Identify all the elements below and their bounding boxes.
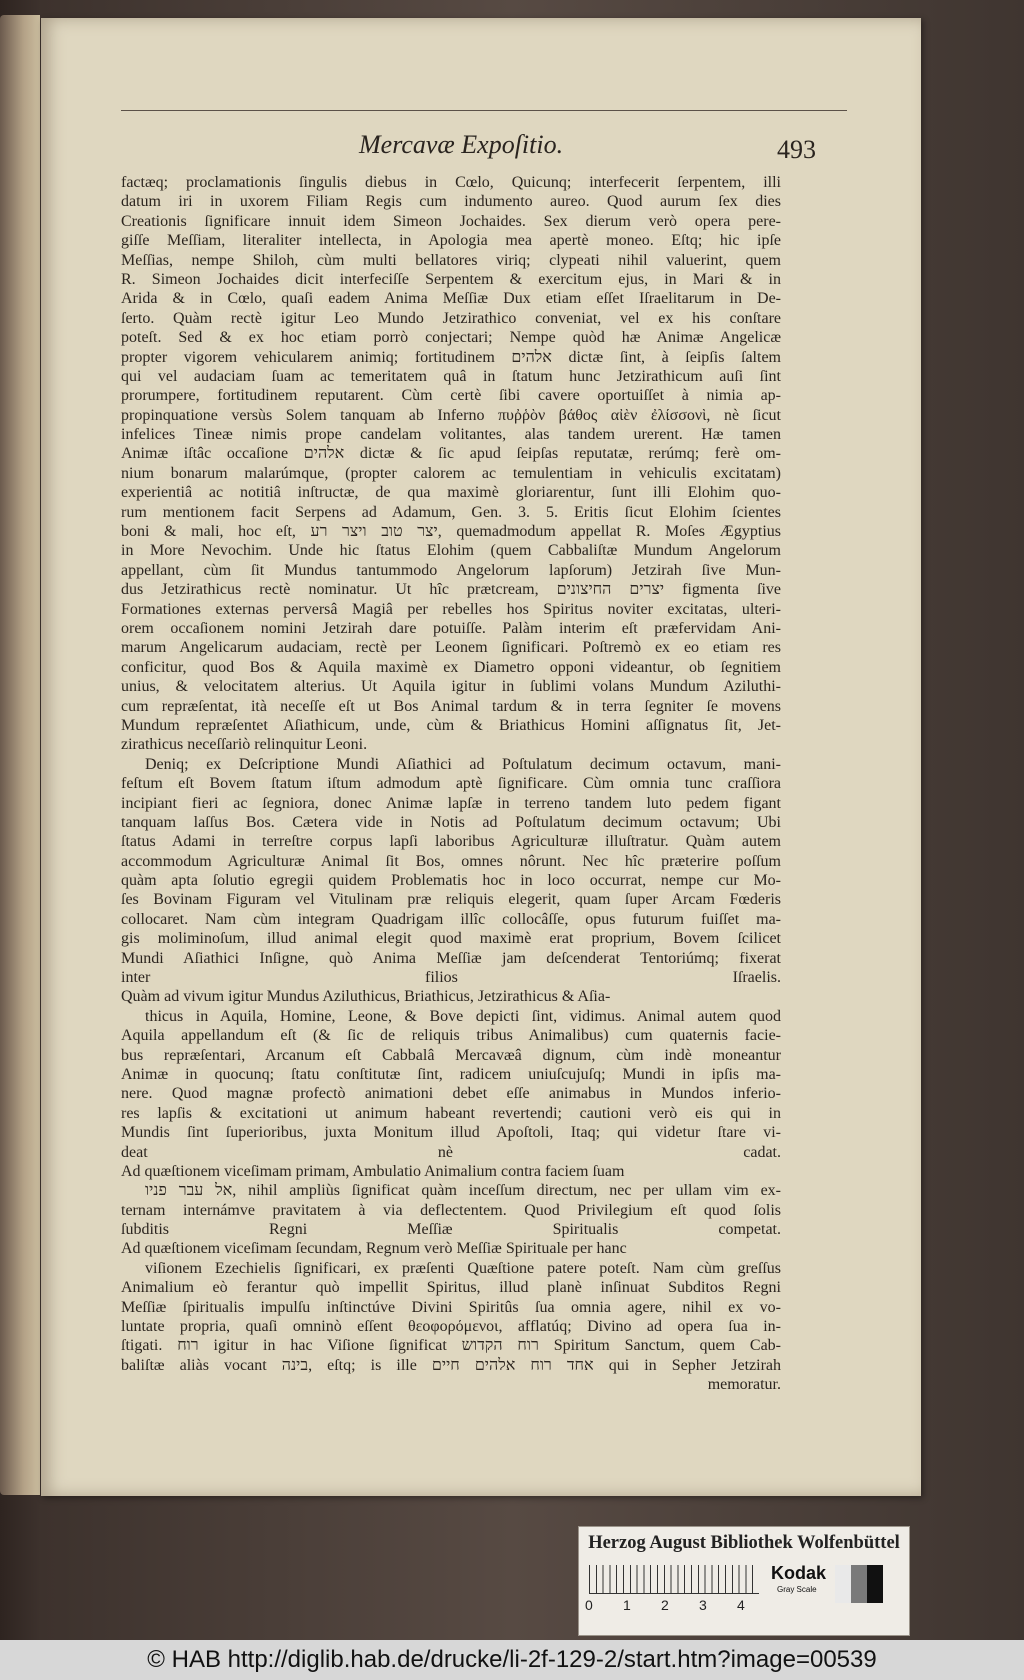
- text-line: incipiant fieri ac ſegniora, donec Animæ lapſæ in terreno tandem luto pedem figant: [121, 794, 781, 812]
- text-line: collocaret. Nam cùm integram Quadrigam illîc collocâſſe, opus futurum fuiſſet ma-: [121, 910, 781, 928]
- text-line: deat nè cadat.: [121, 1143, 781, 1161]
- text-line: res lapſis & excitationi ut animum habeant revertendi; cautioni verò eis qui in: [121, 1104, 781, 1122]
- ruler-number: 2: [661, 1597, 669, 1613]
- text-line: Quàm ad vivum igitur Mundus Aziluthicus, Briathicus, Jetzirathicus & Aſia-: [121, 988, 611, 1006]
- ruler-number: 4: [737, 1597, 745, 1613]
- text-line: qui vel audaciam ſuam ac temeritatem quâ in ſtatum hunc Jetzirathicum auſi ſint: [121, 367, 781, 385]
- text-line: rum mentionem facit Serpens ad Adamum, Gen. 3. 5. Eritis ſicut Elohim ſcientes: [121, 503, 781, 521]
- body-text: [121, 173, 781, 1395]
- text-line: Aquila appellandum eſt (& ſic de reliquis tribus Animalibus) cum quaternis facie-: [121, 1027, 781, 1045]
- text-line: quàm apta ſolutio egregii quidem Problematis hoc in loco occurrat, nempe cur Mo-: [121, 872, 781, 890]
- gray-patch: [851, 1565, 867, 1603]
- text-line: Arida & in Cœlo, quaſi eadem Anima Meſſiæ Dux etiam eſſet Iſraelitarum in De-: [121, 290, 781, 308]
- text-line: giſſe Meſſiam, literaliter intellecta, in Apologia mea apertè moneo. Eſtq; hic ipſe: [121, 232, 781, 250]
- text-line: dus Jetzirathicus rectè nominatur. Ut hîc prætcream, יצרים החיצונים figmenta ſive: [121, 581, 781, 599]
- library-name: Herzog August Bibliothek Wolfenbüttel: [588, 1533, 900, 1553]
- text-line: datum iri in uxorem Filiam Regis cum indumento aureo. Quod aurum ſex dies: [121, 193, 781, 211]
- text-line: Animalium eò ferantur quò impellit Spiritus, illud planè inſinuat Subditos Regni: [121, 1279, 781, 1297]
- text-line: infelices Tineæ nimis prope candelam volitantes, alas tandem urerent. Hæ tamen: [121, 426, 781, 444]
- text-line: Animæ in quocunq; ſtatu conſtitutæ ſint, radicem uniuſcujuſq; Mundi in ipſis ma-: [121, 1065, 781, 1083]
- text-line: nium bonarum malarúmque, (propter calorem ac temulentiam in vehiculis excitatam): [121, 464, 781, 482]
- text-line: Mundum repræſentet Aſiathicum, unde, cùm & Briathicus Homini aſſignatus ſit, Jet-: [121, 716, 781, 734]
- ruler-number: 3: [699, 1597, 707, 1613]
- text-line: baliſtæ aliàs vocant בינה, eſtq; is ille אחד רוח אלהים חיים qui in Sepher Jetzirah: [121, 1356, 781, 1374]
- ruler-number: 0: [585, 1597, 593, 1613]
- gray-patch: [867, 1565, 883, 1603]
- text-line: Meſſias, nempe Shiloh, cùm multi bellatores viriq; clypeati nihil valuerint, quem: [121, 251, 781, 269]
- ruler-number: 1: [623, 1597, 631, 1613]
- footer-credit: © HAB http://diglib.hab.de/drucke/li-2f-129-2/start.htm?image=00539: [0, 1640, 1024, 1680]
- text-line: accommodum Agriculturæ Animal ſit Bos, omnes nôrunt. Nec hîc præterire poſſum: [121, 852, 781, 870]
- text-line: feſtum eſt Bovem ſtatum iſtum admodum aptè ſignificare. Cùm omnia tunc craſſiora: [121, 775, 781, 793]
- text-line: ſtatus Adami in terreſtre corpus lapſi laboribus Agriculturæ illuſtratur. Quàm autem: [121, 833, 781, 851]
- text-line: conficitur, quod Bos & Aquila maximè ex Diametro opponi videantur, ob ſegnitiem: [121, 658, 781, 676]
- text-line: viſionem Ezechielis ſignificari, ex præſenti Quæſtione patere poteſt. Nam cùm greſſus: [145, 1259, 781, 1277]
- text-line: Formationes externas perversâ Magiâ per rebelles hos Spiritus noviter excitatas, ulteri-: [121, 600, 781, 618]
- text-line: ſes Bovinam Figuram vel Vitulinam præ reliquis elegerit, quam ſuper Arcam Fœderis: [121, 891, 781, 909]
- text-line: luntate propria, quaſi omninò eſſent θεοφορόμενοι, afflatúq; Divino ad opera ſua in-: [121, 1318, 781, 1336]
- text-line: ſerto. Quàm rectè igitur Leo Mundo Jetzirathico conveniat, vel ex his conſtare: [121, 309, 781, 327]
- text-line: propinquatione versùs Solem tanquam ab Inferno πυῤῥὸν βάθος αἰὲν ἐλίσσονὶ, nè ſicut: [121, 406, 781, 424]
- text-line: thicus in Aquila, Homine, Leone, & Bove depicti ſint, vidimus. Animal autem quod: [145, 1007, 781, 1025]
- text-line: Deniq; ex Deſcriptione Mundi Aſiathici ad Poſtulatum decimum octavum, mani-: [145, 755, 781, 773]
- left-page-edge: [0, 15, 40, 1495]
- text-line: nere. Quod magnæ profectò animationi debet eſſe animabus in Mundos inferio-: [121, 1085, 781, 1103]
- text-line: tanquam laſſus Bos. Cætera vide in Notis ad Poſtulatum decimum octavum; Ubi: [121, 813, 781, 831]
- text-line: ſubditis Regni Meſſiæ Spiritualis competat.: [121, 1221, 781, 1239]
- grayscale-label: Gray Scale: [777, 1585, 817, 1594]
- text-line: experientiâ ac notitiâ inſtructæ, de qua maximè gloriarentur, ſunt illi Elohim quo-: [121, 484, 781, 502]
- kodak-logo: Kodak: [771, 1563, 827, 1583]
- text-line: gis moliminoſum, illud animal elegit quod maximè erat proprium, Bovem ſcilicet: [121, 930, 781, 948]
- text-line: Animæ iſtâc occaſione אלהים dictæ & ſic apud ſeipſas reputatæ, rerúmq; ferè om-: [121, 445, 781, 463]
- text-line: Meſſiæ ſpiritualis impulſu inſtinctúve Divini Spiritûs ſua omnia agere, nihil ex vo-: [121, 1298, 781, 1316]
- text-line: factæq; proclamationis ſingulis diebus in Cœlo, Quicunq; interfecerit ſerpentem, illi: [121, 174, 781, 191]
- running-head: Mercavæ Expoſitio.: [359, 130, 564, 159]
- text-line: ternam internámve pravitatem à via deflectentem. Quod Privilegium eſt quod ſolis: [121, 1201, 781, 1219]
- ruler-scale: [589, 1565, 759, 1594]
- text-line: in More Nevochim. Unde hic ſtatus Elohim (quem Cabbaliſtæ Mundum Angelorum: [121, 542, 781, 560]
- text-line: inter filios Iſraelis.: [121, 969, 781, 987]
- color-target-card: [578, 1526, 910, 1636]
- text-line: zirathicus neceſſariò relinquitur Leoni.: [121, 736, 368, 754]
- gray-patches: [835, 1565, 883, 1603]
- text-line: boni & mali, hoc eſt, יצר טוב ויצר רע, quemadmodum appellat R. Moſes Ægyptius: [121, 523, 781, 541]
- text-line: memoratur.: [707, 1376, 781, 1394]
- header-rule: [121, 110, 847, 111]
- text-line: אל עבר פניו, nihil ampliùs ſignificat quàm inceſſum directum, nec per ullam vim ex-: [145, 1182, 781, 1200]
- text-line: cum repræſentat, ità neceſſe eſt ut Bos Animal tardum & in terra ſegniter ſe movens: [121, 697, 781, 715]
- gray-patch: [835, 1565, 851, 1603]
- text-line: R. Simeon Jochaides dicit interfeciſſe Serpentem & exercitum ejus, in Mari & in: [121, 270, 781, 288]
- text-line: orem occaſionem nomini Jetzirah dare potuiſſe. Palàm interim eſt præfervidam Ani-: [121, 619, 781, 637]
- text-line: Mundis ſint ſuperioribus, juxta Monitum illud Apoſtoli, Itaq; qui videtur ſtare vi-: [121, 1124, 781, 1142]
- page-number: 493: [777, 135, 816, 164]
- text-line: poteſt. Sed & ex hoc etiam porrò conjectari; Nempe quòd hæ Animæ Angelicæ: [121, 329, 781, 347]
- text-line: marum Angelicarum audaciam, rectè per Leonem ſignificari. Poſtremò ex eo etiam res: [121, 639, 781, 657]
- text-line: Ad quæſtionem viceſimam primam, Ambulatio Animalium contra faciem ſuam: [121, 1162, 625, 1180]
- text-line: prorumpere, fortitudinem reputarent. Cùm certè ſibi cavere oportuiſſet à nimia ap-: [121, 387, 781, 405]
- text-line: unius, & velocitatem alterius. Ut Aquila igitur in ſublimi volans Mundum Aziluthi-: [121, 678, 781, 696]
- book-page: [41, 18, 921, 1496]
- text-line: appellant, cùm ſit Mundus tantummodo Angelorum lapſorum) Jetzirah ſive Mun-: [121, 561, 781, 579]
- text-line: Mundi Aſiathici Inſigne, quò Anima Meſſiæ jam deſcenderat Tentoriúmq; fixerat: [121, 949, 781, 967]
- text-line: ſtigati. רוח igitur in hac Viſione ſignificat רוח הקדוש Spiritum Sanctum, quem Cab-: [121, 1337, 781, 1355]
- text-line: Ad quæſtionem viceſimam ſecundam, Regnum verò Meſſiæ Spirituale per hanc: [121, 1240, 627, 1258]
- text-line: bus repræſentari, Arcanum eſt Cabbalâ Mercavæâ dignum, cùm indè moneantur: [121, 1046, 781, 1064]
- text-line: propter vigorem vehicularem animiq; fortitudinem אלהים dictæ ſint, à ſeipſis ſaltem: [121, 348, 781, 366]
- text-line: Creationis ſignificare innuit idem Simeon Jochaides. Sex dierum verò opera pere-: [121, 212, 781, 230]
